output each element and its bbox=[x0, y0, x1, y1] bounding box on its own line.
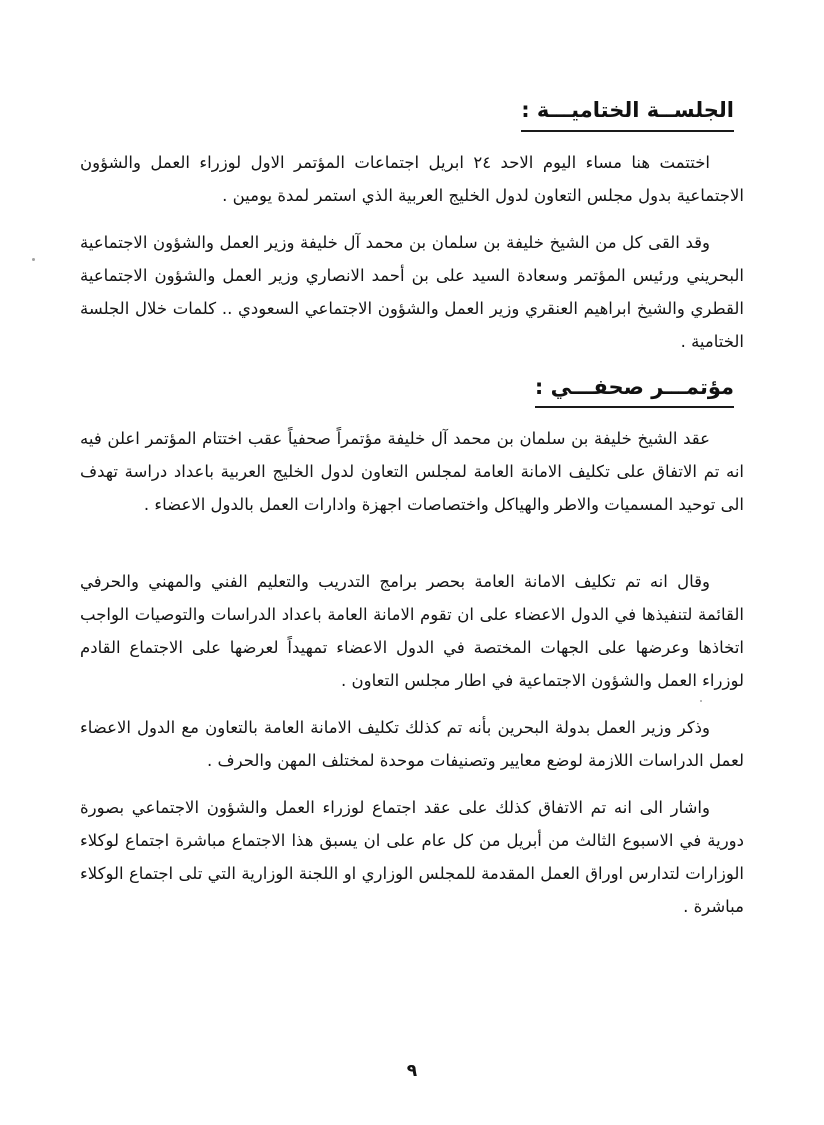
section-heading-press-conference-wrap bbox=[80, 372, 744, 415]
paragraph: واشار الى انه تم الاتفاق كذلك على عقد اجتماع لوزراء العمل والشؤون الاجتماعي بصورة دورية في الاسبوع الثالث من أبريل من كل عام على ان يسبق هذا الاجتماع مباشرة اجتماع لوكلاء الوزارات لتدارس اوراق العمل المقدمة للمجلس الوزاري او اللجنة الوزارية التي تلى اجتماع الوكلاء مباشرة . bbox=[80, 798, 744, 916]
paragraph: وقال انه تم تكليف الامانة العامة بحصر برامج التدريب والتعليم الفني والمهني والحرفي القائمة لتنفيذها في الدول الاعضاء على ان تقوم الامانة العامة باعداد الدراسات والتوصيات الواجب اتخاذها وعرضها على الجهات المختصة في الدول الاعضاء تمهيداً لعرضها على الاجتماع القادم لوزراء العمل والشؤون الاجتماعية في اطار مجلس التعاون . bbox=[80, 572, 744, 690]
scan-speck bbox=[32, 258, 35, 261]
page-number: ٩ bbox=[406, 1061, 418, 1081]
section-heading-closing-session-wrap bbox=[80, 95, 744, 138]
paragraph: وقد القى كل من الشيخ خليفة بن سلمان بن محمد آل خليفة وزير العمل والشؤون الاجتماعية البحريني ورئيس المؤتمر وسعادة السيد على بن أحمد الانصاري وزير العمل والشؤون الاجتماعية القطري والشيخ ابراهيم العنقري وزير العمل والشؤون الاجتماعي السعودي .. كلمات خلال الجلسة الختامية . bbox=[80, 232, 744, 351]
section-heading-press-conference: مؤتمـــر صحفـــي : bbox=[535, 372, 734, 409]
paragraph: وذكر وزير العمل بدولة البحرين بأنه تم كذلك تكليف الامانة العامة بالتعاون مع الدول الاعضاء لعمل الدراسات اللازمة لوضع معايير وتصنيفات موحدة لمختلف المهن والحرف . bbox=[80, 718, 744, 770]
document-body bbox=[80, 95, 744, 937]
section-gap bbox=[80, 535, 744, 565]
paragraph: عقد الشيخ خليفة بن سلمان بن محمد آل خليفة مؤتمراً صحفياً عقب اختتام المؤتمر اعلن فيه انه تم الاتفاق على تكليف الامانة العامة لمجلس التعاون لدول الخليج العربية باعداد دراسة تهدف الى توحيد المسميات والاطر والهياكل واختصاصات اجهزة وادارات العمل بالدول الاعضاء . bbox=[80, 429, 744, 514]
paragraph: اختتمت هنا مساء اليوم الاحد ٢٤ ابريل اجتماعات المؤتمر الاول لوزراء العمل والشؤون الاجتماعية بدول مجلس التعاون لدول الخليج العربية الذي استمر لمدة يومين . bbox=[80, 152, 744, 205]
section-heading-closing-session: الجلســة الختاميـــة : bbox=[521, 95, 734, 132]
